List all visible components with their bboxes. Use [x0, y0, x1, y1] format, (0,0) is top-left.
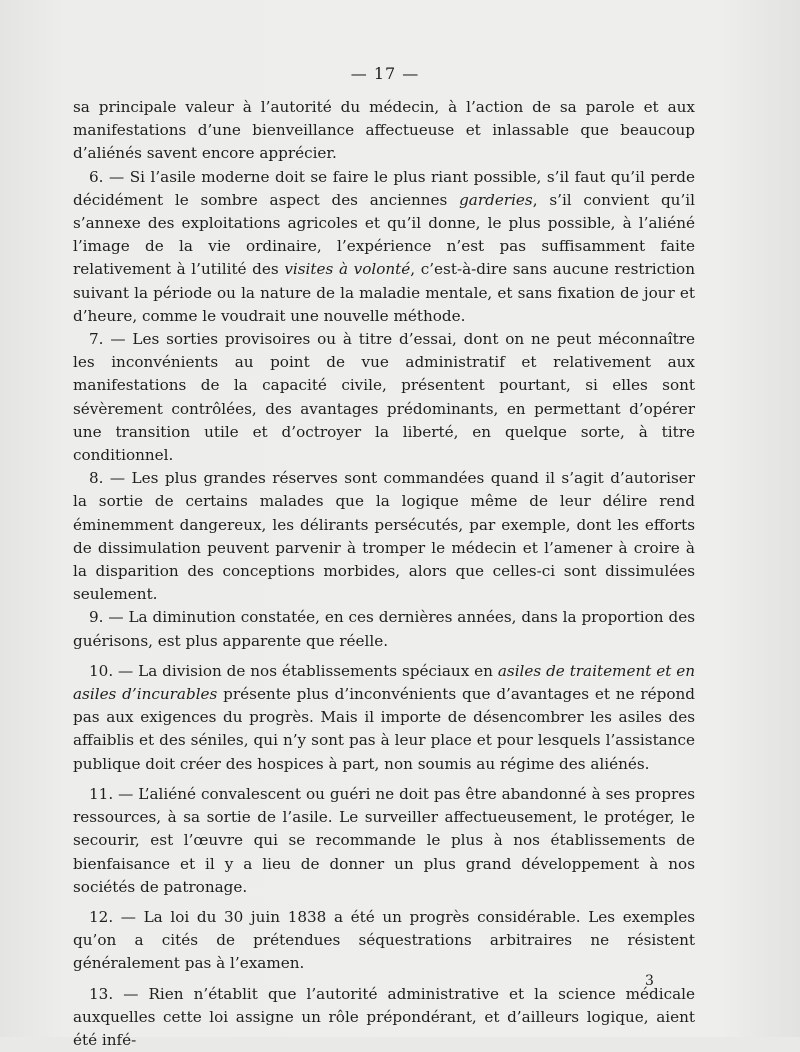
paragraph-continuation: sa principale valeur à l’autorité du médecin, à l’action de sa parole et aux manifestations d’une bienveillance affectueuse et inlassable que beaucoup d’aliénés savent encore apprécier.	[73, 98, 695, 163]
paragraph-8: 8. — Les plus grandes réserves sont commandées quand il s’agit d’autoriser la sortie de certains malades que la logique même de leur délire rend éminemment dangereux, les délirants persécutés, par exemple, dont les efforts de dissimulation peuvent parvenir à tromper le médecin et l’amener à croire à la disparition des conceptions morbides, alors que celles-ci sont dissimulées seulement.	[73, 469, 695, 604]
paragraph-11: 11. — L’aliéné convalescent ou guéri ne doit pas être abandonné à ses propres ressources, à sa sortie de l’asile. Le surveiller affectueusement, le protéger, le secourir, est l’œuvre qui se recommande le plus à nos établissements de bienfaisance et il y a lieu de donner un plus grand développement à nos sociétés de patronage.	[73, 784, 695, 896]
signature-mark: 3	[645, 973, 654, 989]
p10-italic-et: et	[651, 661, 677, 680]
body-text	[73, 96, 695, 1052]
paragraph-10	[73, 660, 695, 776]
p10-italic-incurables: en asiles d’incurables	[73, 661, 696, 704]
paragraph-7: 7. — Les sorties provisoires ou à titre d’essai, dont on ne peut méconnaître les inconvénients au point de vue administratif et relativement aux manifestations de la capacité civile, présentent pourtant, si elles sont sévèrement contrôlées, des avantages prédominants, en permettant d’opérer une transition utile et d’octroyer la liberté, en quelque sorte, à titre conditionnel.	[73, 330, 695, 465]
p10-text-a: 10. — La division de nos établissements spéciaux en	[89, 661, 498, 680]
paragraph-9: 9. — La diminution constatée, en ces dernières années, dans la proportion des guérisons, est plus apparente que réelle.	[73, 608, 695, 650]
p6-text-a: 6. — Si l’asile moderne doit se faire le plus riant possible, s’il faut qu’il perde décidément le sombre aspect des anciennes	[73, 167, 695, 209]
p6-italic-visites: visites à volonté	[284, 260, 411, 279]
p10-italic-traitement: asiles de traitement	[497, 661, 652, 680]
paragraph-12: 12. — La loi du 30 juin 1838 a été un progrès considérable. Les exemples qu’on a cités de prétendues séquestrations arbitraires ne résistent généralement pas à l’examen.	[73, 907, 695, 973]
p10-text-e: présente plus d’inconvénients que d’avantages et ne répond pas aux exigences du progrès. Mais il importe de désencombrer les asiles des affaiblis et des séniles, qui n’y sont pas à leur place et pour lesquels l’assistance publique doit créer des hospices à part, non soumis au régime des aliénés.	[73, 685, 695, 773]
paragraph-6	[73, 166, 695, 328]
p6-italic-garderies: garderies	[459, 190, 533, 209]
p6-text-e: , c’est-à-dire sans aucune restriction suivant la période ou la nature de la maladie mentale, et sans fixation de jour et d’heure, comme le voudrait une nouvelle méthode.	[73, 260, 695, 325]
p6-text-c: , s’il convient qu’il s’annexe des exploitations agricoles et qu’il donne, le plus possible, à l’aliéné l’image de la vie ordinaire, l’expérience n’est pas suffisamment faite relativement à l’utilité des	[73, 190, 695, 279]
page-number: — 17 —	[350, 64, 420, 83]
paragraph-13: 13. — Rien n’établit que l’autorité administrative et la science médicale auxquelles cette loi assigne un rôle prépondérant, et d’ailleurs logique, aient été infé-	[73, 984, 695, 1049]
